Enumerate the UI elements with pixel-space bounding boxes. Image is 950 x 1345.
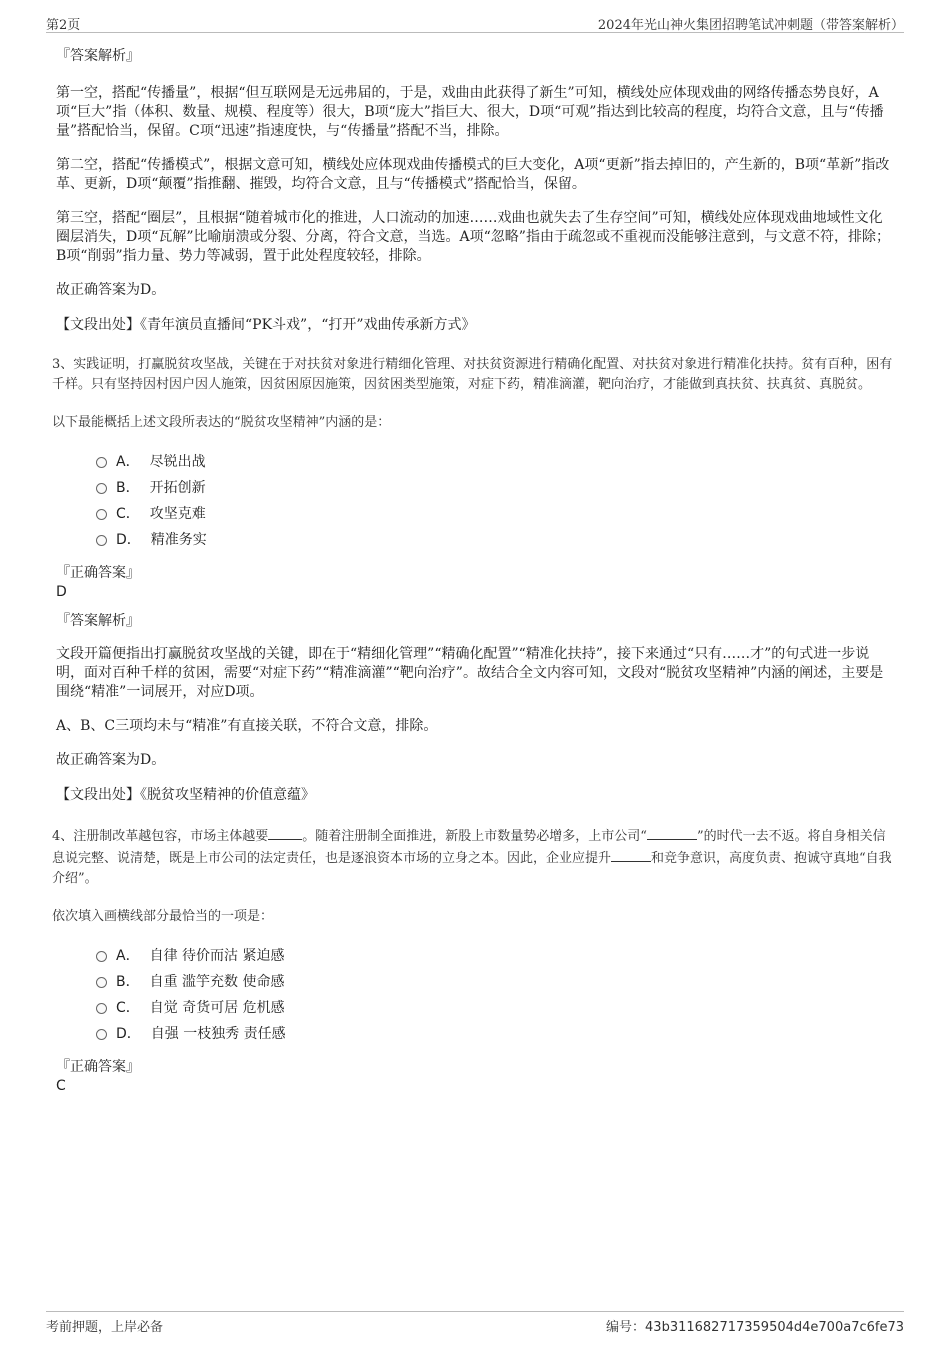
q3-option-d[interactable] <box>96 527 896 553</box>
option-text: 自强 一枝独秀 责任感 <box>150 1026 286 1042</box>
q4-option-d[interactable] <box>96 1021 896 1047</box>
option-text: 精准务实 <box>150 532 207 548</box>
blank-2 <box>647 825 697 840</box>
q3-analysis-label: 『答案解析』 <box>56 613 140 629</box>
page-content <box>52 46 896 1105</box>
page-number: 第2页 <box>46 18 81 33</box>
q2-conclusion: 故正确答案为D。 <box>56 282 166 298</box>
q2-analysis-paragraph-3: 第三空，搭配“圈层”，且根据“随着城市化的推进，人口流动的加速……戏曲也就失去了生存空间”可知，横线处应体现戏曲地域性文化圈层消失，D项“瓦解”比喻崩溃或分裂、分离，符合文意，当选。A项“忽略”指由于疏忽或不重视而没能够注意到，与文意不符，排除；B项“削弱”指力量、势力等减弱，置于此处程度较轻，排除。 <box>56 210 890 264</box>
q3-analysis-paragraph-2: A、B、C三项均未与“精准”有直接关联，不符合文意，排除。 <box>56 718 438 734</box>
option-text: 尽锐出战 <box>149 454 206 470</box>
option-letter: D． <box>116 532 141 548</box>
q4-prompt: 依次填入画横线部分最恰当的一项是： <box>52 909 274 924</box>
radio-icon[interactable] <box>96 951 107 962</box>
q3-source: 【文段出处】《脱贫攻坚精神的价值意蕴》 <box>56 787 315 803</box>
page-header <box>46 10 904 33</box>
q2-analysis-label: 『答案解析』 <box>56 48 140 64</box>
radio-icon[interactable] <box>96 977 107 988</box>
option-letter: C． <box>116 1000 140 1016</box>
q4-option-c[interactable] <box>96 995 896 1021</box>
radio-icon[interactable] <box>96 509 107 520</box>
blank-3 <box>611 847 651 862</box>
q3-conclusion: 故正确答案为D。 <box>56 752 166 768</box>
q3-correct-answer: D <box>56 584 67 600</box>
q4-option-b[interactable] <box>96 969 896 995</box>
option-letter: D． <box>116 1026 141 1042</box>
radio-icon[interactable] <box>96 535 107 546</box>
q3-prompt: 以下最能概括上述文段所表达的“脱贫攻坚精神”内涵的是： <box>52 415 391 430</box>
blank-1 <box>268 825 302 840</box>
q3-option-a[interactable] <box>96 449 896 475</box>
q4-correct-answer: C <box>56 1078 66 1094</box>
q4-question-text: 4、注册制改革越包容，市场主体越要 。随着注册制全面推进，新股上市数量势必增多，上市公司“ ”的时代一去不返。将自身相关信息说完整、说清楚，既是上市公司的法定责任，也是逐浪资本市场的立身之本。因此，企业应提升 和竞争意识，高度负责、抱诚守真地“自我介绍”。 <box>52 825 896 889</box>
radio-icon[interactable] <box>96 1029 107 1040</box>
option-text: 自重 滥竽充数 使命感 <box>149 974 285 990</box>
document-title: 2024年光山神火集团招聘笔试冲刺题（带答案解析） <box>597 18 904 33</box>
option-letter: A． <box>116 454 140 470</box>
option-text: 自觉 奇货可居 危机感 <box>149 1000 285 1016</box>
footer-slogan: 考前押题，上岸必备 <box>46 1320 164 1335</box>
option-letter: C． <box>116 506 140 522</box>
q3-question-text: 3、实践证明，打赢脱贫攻坚战，关键在于对扶贫对象进行精细化管理、对扶贫资源进行精确化配置、对扶贫对象进行精准化扶持。贫有百种，困有千样。只有坚持因村因户因人施策，因贫困原因施策，因贫困类型施策，对症下药，精准滴灌，靶向治疗，才能做到真扶贫、扶真贫、真脱贫。 <box>52 357 893 392</box>
q3-correct-label: 『正确答案』 <box>56 565 140 581</box>
option-letter: B． <box>116 480 140 496</box>
q3-analysis-paragraph-1: 文段开篇便指出打赢脱贫攻坚战的关键，即在于“精细化管理”“精确化配置”“精准化扶持”，接下来通过“只有……才”的句式进一步说明，面对百种千样的贫困，需要“对症下药”“精准滴灌”“靶向治疗”。故结合全文内容可知，文段对“脱贫攻坚精神”内涵的阐述，主要是围绕“精准”一词展开，对应D项。 <box>56 646 884 700</box>
option-text: 攻坚克难 <box>149 506 206 522</box>
option-text: 开拓创新 <box>149 480 206 496</box>
radio-icon[interactable] <box>96 457 107 468</box>
radio-icon[interactable] <box>96 483 107 494</box>
option-letter: B． <box>116 974 140 990</box>
q3-options <box>96 449 896 553</box>
option-letter: A． <box>116 948 140 964</box>
q2-analysis-paragraph-2: 第二空，搭配“传播模式”，根据文意可知，横线处应体现戏曲传播模式的巨大变化，A项“更新”指去掉旧的，产生新的，B项“革新”指改革、更新，D项“颠覆”指推翻、摧毁，均符合文意，且与“传播模式”搭配恰当，保留。 <box>56 157 890 192</box>
q4-options <box>96 943 896 1047</box>
radio-icon[interactable] <box>96 1003 107 1014</box>
page-footer <box>46 1311 904 1336</box>
q2-source: 【文段出处】《青年演员直播间“PK斗戏”，“打开”戏曲传承新方式》 <box>56 317 476 333</box>
q3-option-c[interactable] <box>96 501 896 527</box>
q2-analysis-paragraph-1: 第一空，搭配“传播量”，根据“但互联网是无远弗届的，于是，戏曲由此获得了新生”可知，横线处应体现戏曲的网络传播态势良好，A项“巨大”指（体积、数量、规模、程度等）很大，B项“庞大”指巨大、很大，D项“可观”指达到比较高的程度，均符合文意，且与“传播量”搭配恰当，保留。C项“迅速”指速度快，与“传播量”搭配不当，排除。 <box>56 85 884 139</box>
document-code: 编号：43b311682717359504d4e700a7c6fe73 <box>606 1320 904 1335</box>
q4-correct-label: 『正确答案』 <box>56 1059 140 1075</box>
q4-option-a[interactable] <box>96 943 896 969</box>
option-text: 自律 待价而沽 紧迫感 <box>149 948 285 964</box>
q3-option-b[interactable] <box>96 475 896 501</box>
